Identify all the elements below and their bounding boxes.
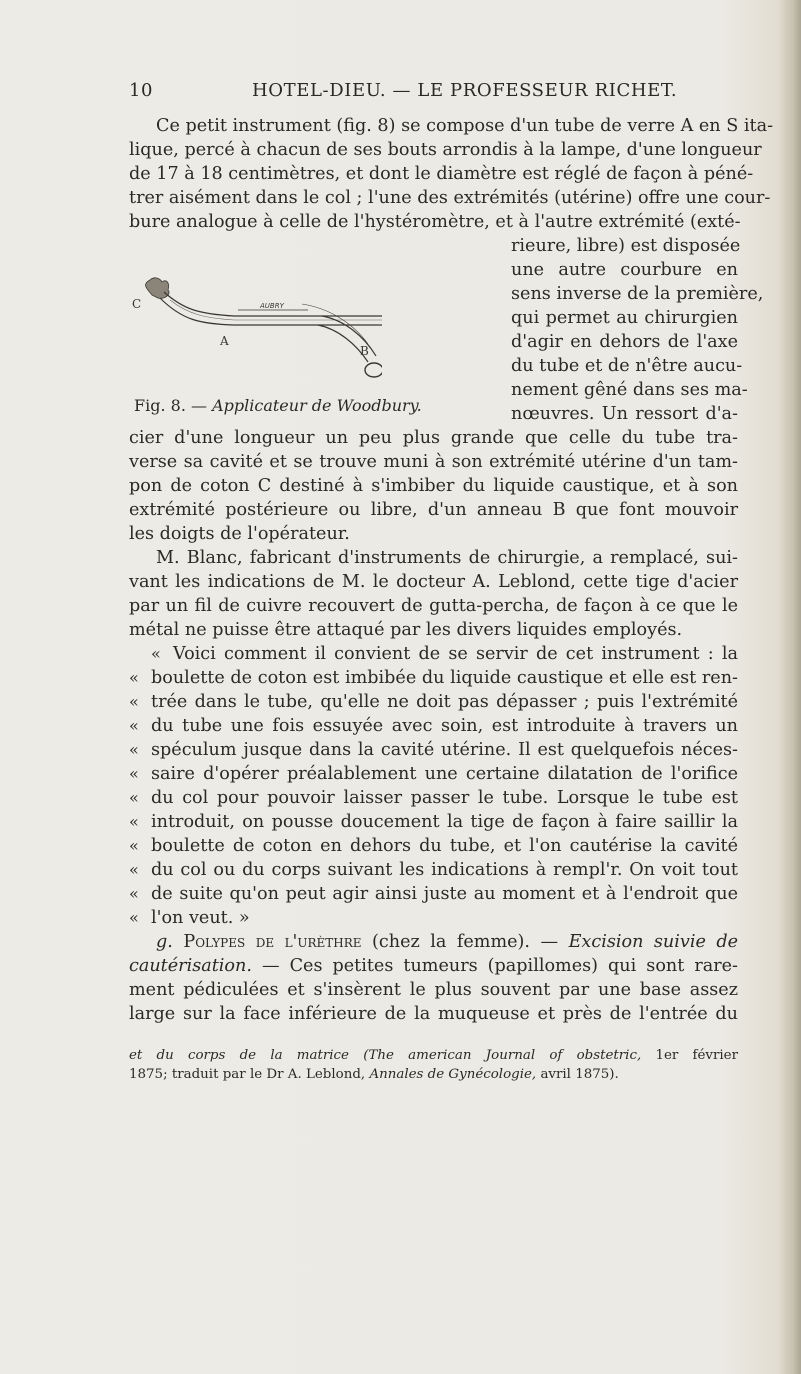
text-line: qui permet au chirurgien <box>511 308 738 328</box>
footnote-annales: Annales de Gynécologie, <box>369 1067 537 1082</box>
text-line: Ce petit instrument (fig. 8) se compose d'un tube de verre A en S ita- <box>156 116 774 136</box>
label-b: B <box>360 344 369 358</box>
text-line: vant les indications de M. le docteur A. Leblond, cette tige d'acier <box>129 572 738 592</box>
text-line: nement gêné dans ses ma- <box>511 380 748 400</box>
text-line: trer aisément dans le col ; l'une des extrémités (utérine) offre une cour- <box>129 188 771 208</box>
text-line: boulette de coton est imbibée du liquide caustique et elle est ren- <box>151 668 738 688</box>
quote-mark: « <box>129 860 139 879</box>
page-edge-shadow <box>779 0 801 1374</box>
text-line: saire d'opérer préalablement une certaine dilatation de l'orifice <box>151 764 738 784</box>
quote-mark: « <box>129 908 139 927</box>
text-line: de suite qu'on peut agir ainsi juste au moment et à l'endroit que <box>151 884 738 904</box>
text-line: Voici comment il convient de se servir de cet instrument : la <box>173 644 738 664</box>
footnote-date-2: avril 1875). <box>536 1067 619 1082</box>
quote-mark: « <box>129 812 139 831</box>
text-line: du col pour pouvoir laisser passer le tube. Lorsque le tube est <box>151 788 738 808</box>
section-subtitle-cont: cautérisation. <box>129 956 252 976</box>
section-text: — Ces petites tumeurs (papillomes) qui sont rare- <box>251 956 738 976</box>
text-line: verse sa cavité et se trouve muni à son extrémité utérine d'un tam- <box>129 452 738 472</box>
text-line: du tube et de n'être aucu- <box>511 356 743 376</box>
label-a: A <box>220 334 229 348</box>
figure-caption <box>134 394 422 418</box>
figure-applicator <box>112 258 382 408</box>
footnote-line <box>129 1047 738 1065</box>
text-line: M. Blanc, fabricant d'instruments de chirurgie, a remplacé, sui- <box>156 548 738 568</box>
tube-inscription: AUBRY <box>260 302 284 310</box>
section-subtitle: Excision suivie de <box>568 932 739 952</box>
text-line: trée dans le tube, qu'elle ne doit pas dépasser ; puis l'extrémité <box>151 692 738 712</box>
footnote-date: 1er février <box>641 1048 738 1063</box>
text-line: large sur la face inférieure de la muqueuse et près de l'entrée du <box>129 1004 738 1024</box>
caption-prefix: Fig. 8. <box>134 396 186 415</box>
text-line: une autre courbure en <box>511 260 738 280</box>
footnote-text: et du corps de la matrice ( <box>129 1048 369 1063</box>
footnote-translation: 1875; traduit par le Dr A. Leblond, <box>129 1067 370 1082</box>
text-line: cier d'une longueur un peu plus grande que celle du tube tra- <box>129 428 738 448</box>
footnote-journal: The american Journal of obstetric, <box>368 1048 642 1063</box>
text-line: de 17 à 18 centimètres, et dont le diamètre est réglé de façon à péné- <box>129 164 754 184</box>
quote-mark: « <box>129 836 139 855</box>
quote-mark: « <box>129 788 139 807</box>
text-line: nœuvres. Un ressort d'a- <box>511 404 738 424</box>
quote-mark: « <box>129 764 139 783</box>
cotton-tuft-c <box>146 278 170 299</box>
text-line: du col ou du corps suivant les indications à rempl'r. On voit tout <box>151 860 738 880</box>
text-line: pon de coton C destiné à s'imbiber du liquide caustique, et à son <box>129 476 738 496</box>
quote-mark: « <box>129 716 139 735</box>
footnote-line <box>129 1066 649 1084</box>
running-header <box>129 79 729 103</box>
text-line: extrémité postérieure ou libre, d'un anneau B que font mouvoir <box>129 500 738 520</box>
text-line: introduit, on pousse doucement la tige de façon à faire saillir la <box>151 812 738 832</box>
quote-mark: « <box>151 644 161 663</box>
text-line: rieure, libre) est disposée <box>511 236 741 256</box>
page-number: 10 <box>129 80 154 101</box>
text-line: ment pédiculées et s'insèrent le plus souvent par une base assez <box>129 980 738 1000</box>
section-heading-line <box>156 930 738 954</box>
section-letter: g. <box>156 932 173 952</box>
quote-mark: « <box>129 668 139 687</box>
caption-title: — Applicateur de Woodbury. <box>191 396 422 415</box>
running-title: HOTEL-DIEU. — LE PROFESSEUR RICHET. <box>252 80 678 101</box>
applicator-illustration <box>112 258 382 408</box>
quote-mark: « <box>129 884 139 903</box>
text-line: spéculum jusque dans la cavité utérine. Il est quelquefois néces- <box>151 740 738 760</box>
text-line: lique, percé à chacun de ses bouts arrondis à la lampe, d'une longueur <box>129 140 762 160</box>
text-line: du tube une fois essuyée avec soin, est introduite à travers un <box>151 716 738 736</box>
label-c: C <box>132 297 142 311</box>
quote-mark: « <box>129 692 139 711</box>
quote-mark: « <box>129 740 139 759</box>
text-line: les doigts de l'opérateur. <box>129 524 350 544</box>
text-line: boulette de coton en dehors du tube, et l'on cautérise la cavité <box>151 836 738 856</box>
text-line: métal ne puisse être attaqué par les divers liquides employés. <box>129 620 683 640</box>
section-title-rest: (chez la femme). — <box>361 932 569 952</box>
text-line: bure analogue à celle de l'hystéromètre, et à l'autre extrémité (exté- <box>129 212 741 232</box>
text-line <box>129 954 738 978</box>
section-title: Polypes de l'urèthre <box>183 932 362 952</box>
text-line: l'on veut. » <box>151 908 250 928</box>
text-line: d'agir en dehors de l'axe <box>511 332 738 352</box>
ring-b <box>365 363 382 377</box>
text-line: sens inverse de la première, <box>511 284 764 304</box>
tube-tail-shade <box>302 304 368 344</box>
text-line: par un fil de cuivre recouvert de gutta-percha, de façon à ce que le <box>129 596 738 616</box>
